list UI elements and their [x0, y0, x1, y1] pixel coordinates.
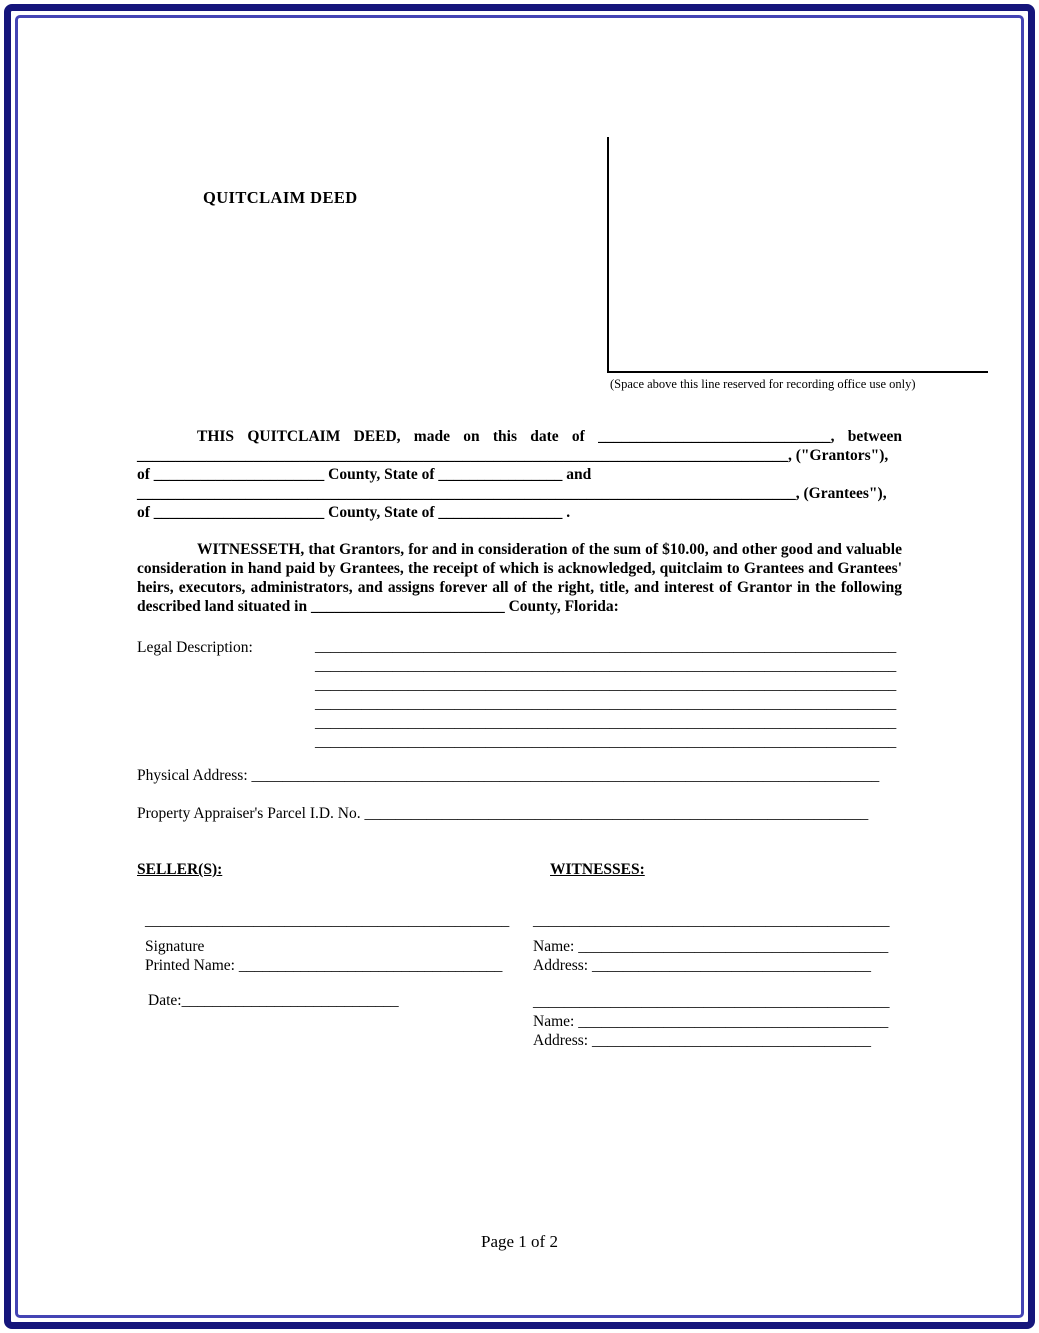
sellers-header: SELLER(S):	[137, 861, 223, 878]
witnesseth-paragraph	[137, 540, 902, 616]
grantors-label: ("Grantors"),	[795, 447, 889, 464]
witness-2-name-line: Name: ________________________________________	[533, 1013, 889, 1030]
legal-blank-line: ___________________________________________________________________________	[315, 657, 897, 674]
legal-blank-line: ___________________________________________________________________________	[315, 714, 897, 731]
legal-blank-line: ___________________________________________________________________________	[315, 638, 897, 655]
intro-line-4	[137, 484, 902, 503]
grantees-label: (Grantees"),	[803, 485, 887, 502]
intro-paragraph	[137, 427, 902, 522]
page-number: Page 1 of 2	[481, 1232, 558, 1251]
witnesseth-line-1: WITNESSETH, that Grantors, for and in consideration of the sum of $10.00, and other good and valuable	[197, 541, 902, 558]
physical-address-line: Physical Address: _________________________________________________________________________________	[137, 767, 880, 784]
legal-blank-line: ___________________________________________________________________________	[315, 695, 897, 712]
recording-area-lines	[607, 137, 988, 373]
witnesseth-line-4: described land situated in _________________________ County, Florida:	[137, 598, 619, 615]
intro-line-1	[137, 427, 902, 446]
witness-2-address-line: Address: ____________________________________	[533, 1032, 871, 1049]
recording-note: (Space above this line reserved for recording office use only)	[610, 377, 916, 391]
legal-description-label: Legal Description:	[137, 639, 253, 656]
witnesseth-line-3: heirs, executors, administrators, and assigns forever all of the right, title, and interest of Grantor in the following	[137, 579, 902, 596]
deed-name-text: THIS QUITCLAIM DEED	[197, 428, 397, 445]
seller-signature-line: _______________________________________________	[145, 912, 510, 929]
witness-1-address-line: Address: ____________________________________	[533, 957, 871, 974]
witnesseth-line-2: consideration in hand paid by Grantees, the receipt of which is acknowledged, quitclaim to Grantees and Grantees'	[137, 560, 902, 577]
witness-1-name-line: Name: ________________________________________	[533, 938, 889, 955]
intro-line-1-rest: , made on this date of ______________________________, between	[396, 428, 902, 445]
witnesses-header: WITNESSES:	[550, 861, 645, 878]
legal-blank-line: ___________________________________________________________________________	[315, 733, 897, 750]
witness-1-signature-line: ______________________________________________	[533, 912, 890, 929]
grantees-blank-line: _____________________________________________________________________________________,	[137, 485, 804, 502]
witness-2-signature-line: ______________________________________________	[533, 993, 890, 1010]
grantors-blank-line: ____________________________________________________________________________________,	[137, 447, 796, 464]
legal-blank-line: ___________________________________________________________________________	[315, 676, 897, 693]
page-title: QUITCLAIM DEED	[203, 188, 358, 207]
legal-description-lines	[315, 637, 907, 751]
seller-date-line: Date:____________________________	[148, 992, 399, 1009]
intro-line-3: of ______________________ County, State of ________________ and	[137, 466, 592, 483]
seller-signature-label: Signature	[145, 938, 205, 955]
intro-line-5: of ______________________ County, State of ________________ .	[137, 504, 571, 521]
parcel-id-line: Property Appraiser's Parcel I.D. No. _________________________________________________________________	[137, 805, 869, 822]
intro-line-2	[137, 446, 902, 465]
seller-printed-name-line: Printed Name: __________________________________	[145, 957, 503, 974]
